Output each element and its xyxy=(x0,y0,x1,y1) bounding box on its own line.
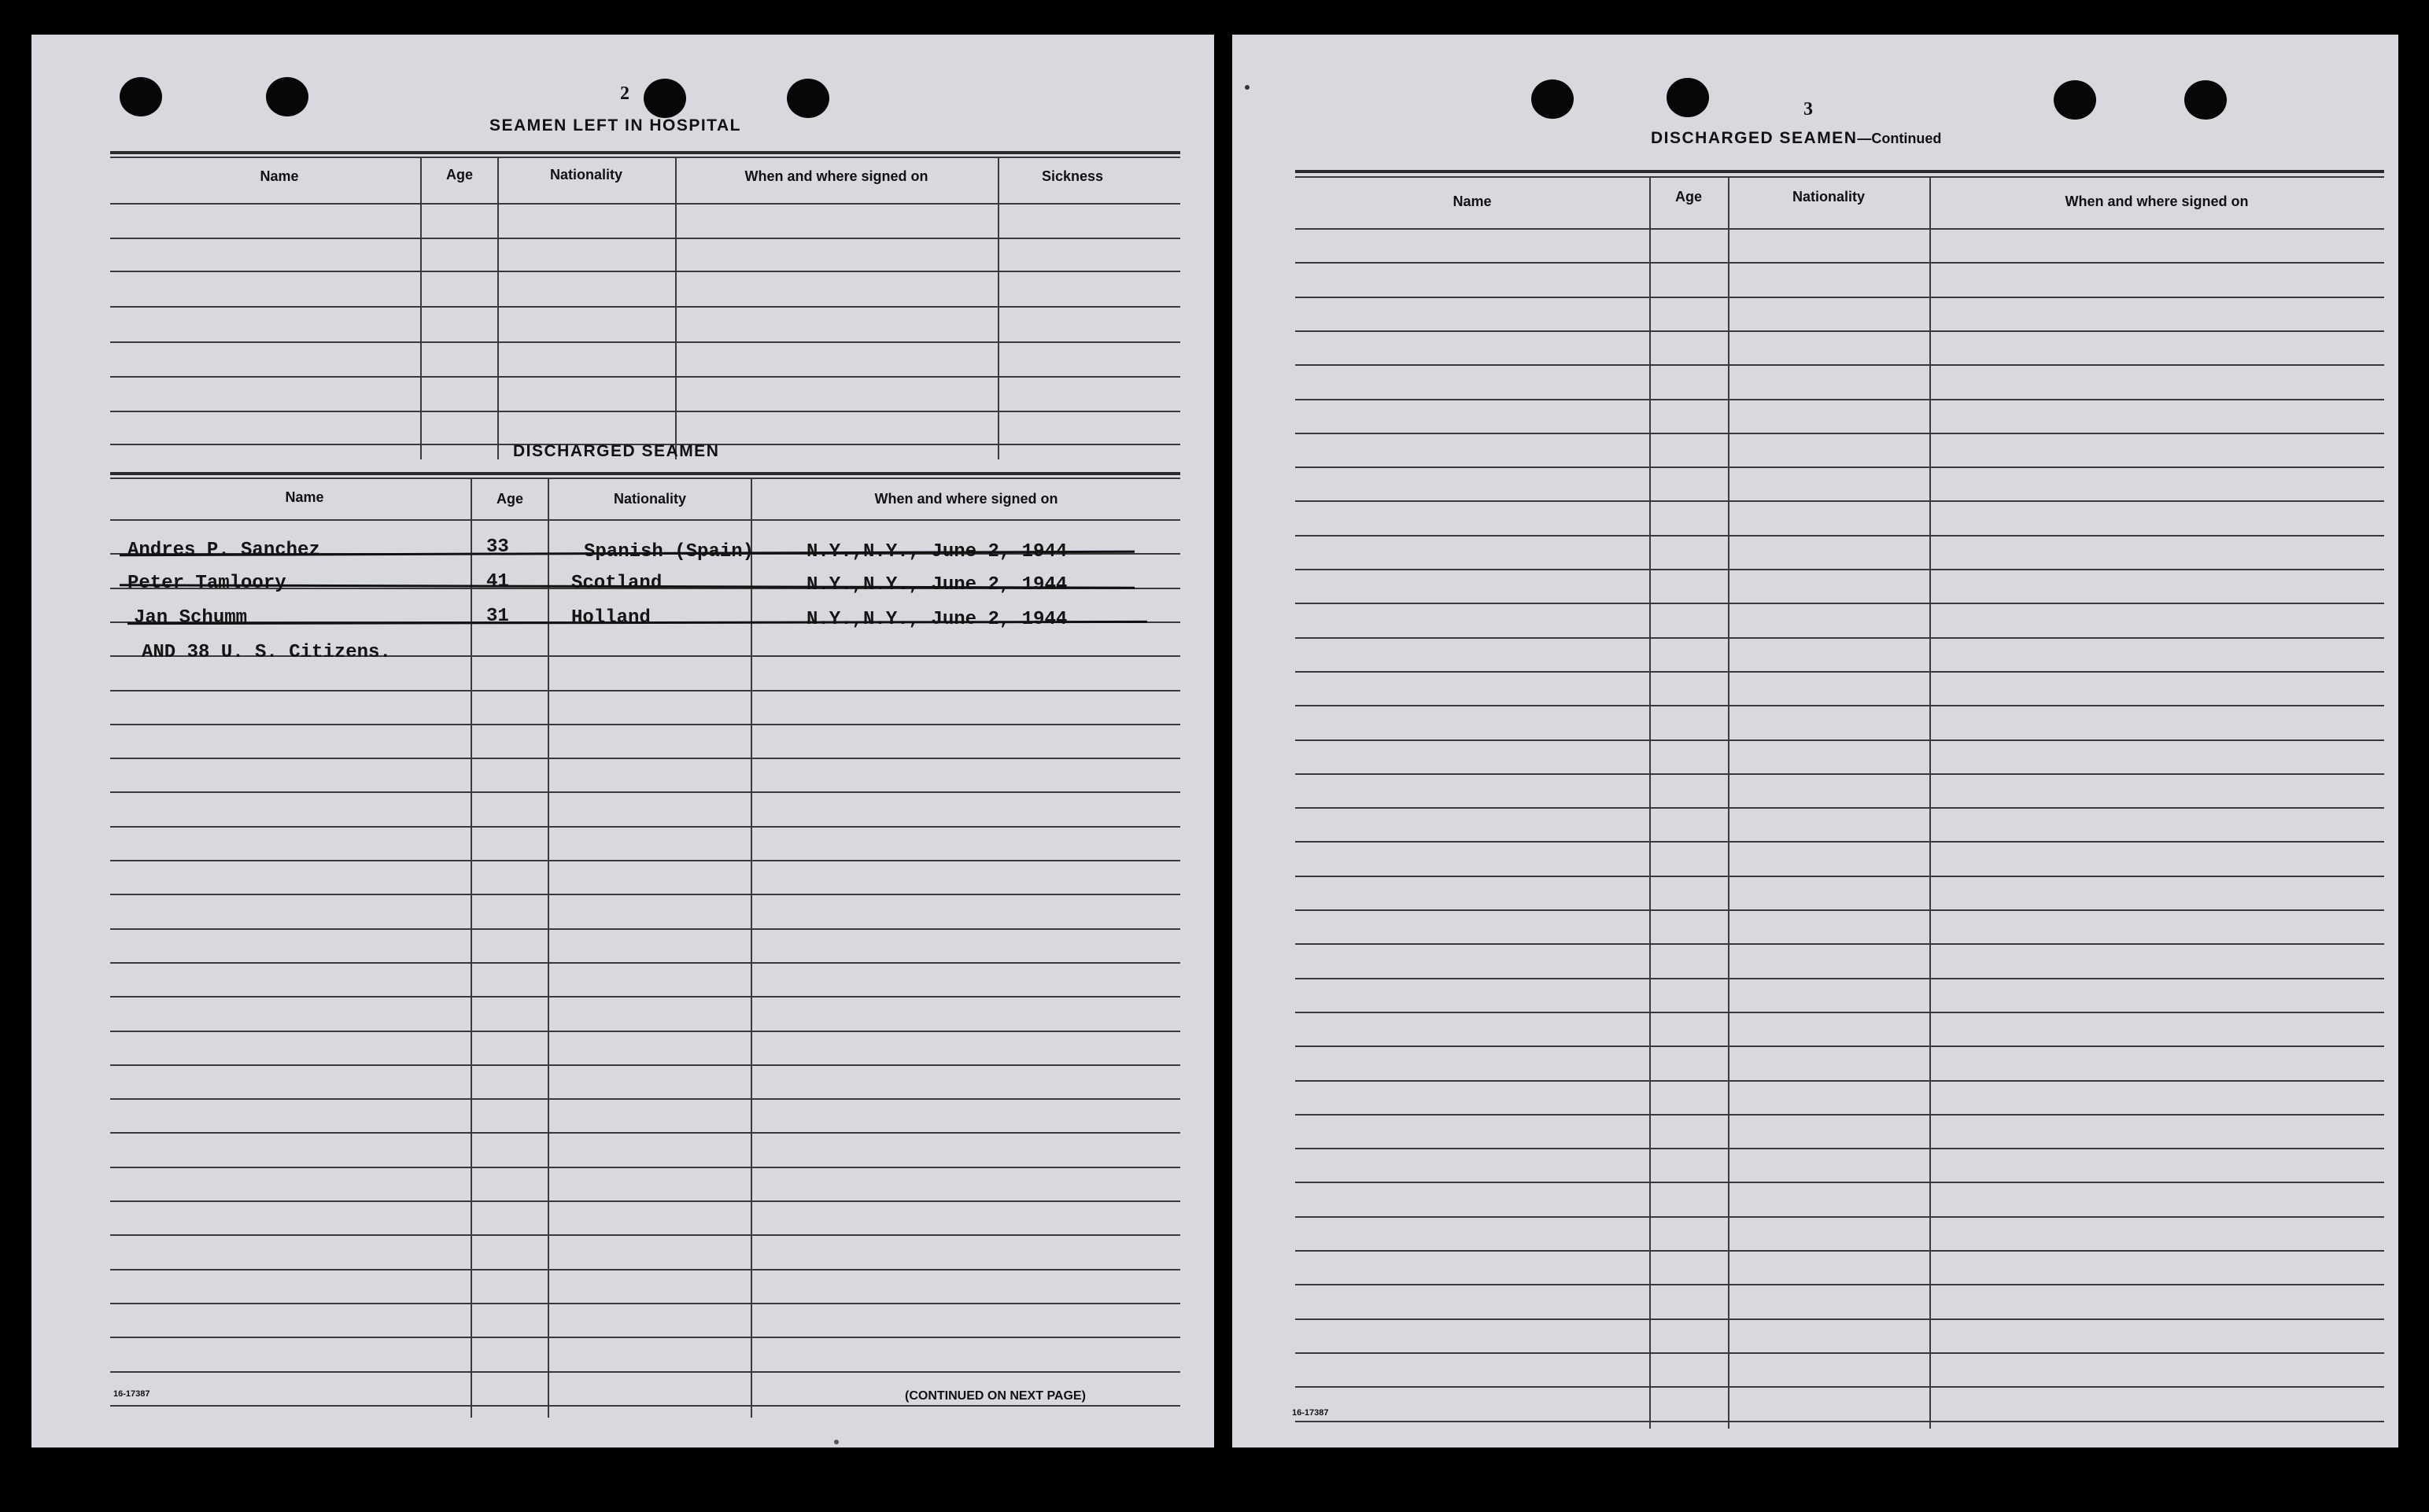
table-row-rule xyxy=(1295,1352,2384,1354)
seaman-signed-on: N.Y.,N.Y., June 2, 1944 xyxy=(807,541,1068,562)
table-row-rule xyxy=(1295,1012,2384,1013)
table-row-rule xyxy=(1295,1148,2384,1149)
seaman-age: 33 xyxy=(486,537,509,558)
table-row-rule xyxy=(1295,399,2384,400)
column-header-signed-on: When and where signed on xyxy=(744,168,928,184)
table-row-rule xyxy=(110,306,1180,308)
page-number: 2 xyxy=(620,83,629,104)
seaman-name: Peter Tamloory xyxy=(127,573,286,594)
punch-hole xyxy=(2184,80,2227,120)
table-row-rule xyxy=(1295,1250,2384,1252)
seaman-nationality: Scotland xyxy=(571,573,663,594)
table-row-rule xyxy=(110,341,1180,343)
table-row-rule xyxy=(1295,1284,2384,1285)
table-row-rule xyxy=(1295,773,2384,775)
table-row-rule xyxy=(1295,978,2384,979)
table-row-rule xyxy=(110,1064,1180,1066)
column-header-age: Age xyxy=(445,167,473,183)
table-row-rule xyxy=(110,1303,1180,1304)
table-row-rule xyxy=(1295,671,2384,673)
table-row-rule xyxy=(1295,364,2384,366)
table-row-rule xyxy=(110,1031,1180,1032)
citizens-note: AND 38 U. S. Citizens. xyxy=(142,642,391,663)
column-divider xyxy=(548,478,549,1418)
table-row-rule xyxy=(110,519,1180,521)
table-row-rule xyxy=(110,1405,1180,1407)
punch-hole xyxy=(266,77,308,116)
title-main: DISCHARGED SEAMEN xyxy=(1651,129,1858,147)
scan-speck xyxy=(834,1440,839,1444)
column-divider xyxy=(1929,176,1931,1429)
column-divider xyxy=(471,478,472,1418)
table-row-rule xyxy=(110,238,1180,239)
table-row-rule xyxy=(110,376,1180,378)
table-row-rule xyxy=(1295,841,2384,843)
column-divider xyxy=(1649,176,1651,1429)
table-row-rule xyxy=(1295,1386,2384,1388)
column-header-name: Name xyxy=(285,489,324,505)
page-number: 3 xyxy=(1803,99,1813,120)
seaman-nationality: Spanish (Spain) xyxy=(584,541,755,562)
table-row-rule xyxy=(110,1269,1180,1270)
seaman-age: 31 xyxy=(486,606,509,627)
continued-footer: (CONTINUED ON NEXT PAGE) xyxy=(905,1389,1086,1403)
table-row-rule xyxy=(1295,433,2384,434)
column-divider xyxy=(751,478,752,1418)
table-row-rule xyxy=(1295,228,2384,230)
table-row-rule xyxy=(110,758,1180,759)
seaman-name: Jan Schumm xyxy=(134,607,248,629)
table-top-rule xyxy=(110,472,1180,475)
seaman-signed-on: N.Y.,N.Y., June 2, 1944 xyxy=(807,609,1068,630)
punch-hole xyxy=(1667,78,1709,117)
table-row-rule xyxy=(1295,807,2384,809)
table-row-rule xyxy=(110,690,1180,691)
column-header-nationality: Nationality xyxy=(549,167,622,183)
table-row-rule xyxy=(1295,909,2384,911)
seaman-nationality: Holland xyxy=(571,607,651,629)
table-row-rule xyxy=(1295,1045,2384,1047)
table-row-rule xyxy=(1295,943,2384,945)
table-row-rule xyxy=(1295,330,2384,332)
table-row-rule xyxy=(1295,262,2384,264)
table-row-rule xyxy=(1295,637,2384,639)
table-row-rule xyxy=(110,271,1180,272)
table-row-rule xyxy=(1295,739,2384,741)
table-top-rule xyxy=(1295,170,2384,173)
table-row-rule xyxy=(1295,467,2384,468)
form-number: 16-17387 xyxy=(1292,1408,1329,1418)
column-header-name: Name xyxy=(260,168,299,184)
left-page xyxy=(31,35,1214,1447)
column-divider xyxy=(1728,176,1729,1429)
table-row-rule xyxy=(1295,1318,2384,1320)
column-divider xyxy=(497,157,499,459)
column-header-signed-on: When and where signed on xyxy=(2065,194,2249,209)
column-divider xyxy=(998,157,999,459)
table-row-rule xyxy=(110,1167,1180,1168)
table-row-rule xyxy=(1295,1182,2384,1183)
table-row-rule xyxy=(110,894,1180,895)
table-top-rule xyxy=(110,478,1180,479)
table-row-rule xyxy=(110,1337,1180,1338)
table-top-rule xyxy=(1295,176,2384,178)
table-row-rule xyxy=(1295,500,2384,502)
table-row-rule xyxy=(110,928,1180,930)
form-number: 16-17387 xyxy=(113,1389,150,1399)
punch-hole xyxy=(787,79,829,118)
punch-hole xyxy=(120,77,162,116)
scan-speck xyxy=(1245,85,1250,90)
column-header-nationality: Nationality xyxy=(613,491,686,507)
table-top-rule xyxy=(110,157,1180,158)
table-top-rule xyxy=(110,151,1180,154)
column-divider xyxy=(420,157,422,459)
discharged-continued-title xyxy=(1651,129,1941,148)
punch-hole xyxy=(1531,79,1574,119)
table-row-rule xyxy=(1295,876,2384,877)
column-divider xyxy=(675,157,677,459)
table-row-rule xyxy=(110,1371,1180,1373)
table-row-rule xyxy=(1295,603,2384,604)
title-suffix: —Continued xyxy=(1857,131,1942,146)
table-row-rule xyxy=(1295,535,2384,537)
seaman-age: 41 xyxy=(486,571,509,592)
table-row-rule xyxy=(1295,1421,2384,1422)
table-row-rule xyxy=(110,203,1180,205)
table-row-rule xyxy=(110,996,1180,998)
table-row-rule xyxy=(110,1098,1180,1100)
column-header-signed-on: When and where signed on xyxy=(874,491,1058,507)
table-row-rule xyxy=(110,1234,1180,1236)
table-row-rule xyxy=(110,724,1180,725)
punch-hole xyxy=(644,79,686,118)
column-header-age: Age xyxy=(1674,189,1702,205)
seaman-name: Andres P. Sanchez xyxy=(127,540,320,561)
punch-hole xyxy=(2054,80,2096,120)
column-header-name: Name xyxy=(1453,194,1492,209)
column-header-sickness: Sickness xyxy=(1041,168,1104,184)
table-row-rule xyxy=(110,1132,1180,1134)
table-row-rule xyxy=(110,411,1180,412)
table-row-rule xyxy=(110,791,1180,793)
discharged-section-title: DISCHARGED SEAMEN xyxy=(513,442,720,460)
table-row-rule xyxy=(1295,569,2384,570)
column-header-nationality: Nationality xyxy=(1792,189,1865,205)
table-row-rule xyxy=(1295,705,2384,706)
table-row-rule xyxy=(110,826,1180,828)
table-row-rule xyxy=(110,1200,1180,1202)
column-header-age: Age xyxy=(496,491,523,507)
seaman-signed-on: N.Y.,N.Y., June 2, 1944 xyxy=(807,574,1068,596)
table-row-rule xyxy=(110,860,1180,861)
table-row-rule xyxy=(1295,1216,2384,1218)
right-page xyxy=(1232,35,2398,1447)
table-row-rule xyxy=(110,962,1180,964)
table-row-rule xyxy=(1295,297,2384,298)
table-row-rule xyxy=(1295,1080,2384,1082)
table-row-rule xyxy=(1295,1114,2384,1116)
hospital-section-title: SEAMEN LEFT IN HOSPITAL xyxy=(489,116,741,135)
